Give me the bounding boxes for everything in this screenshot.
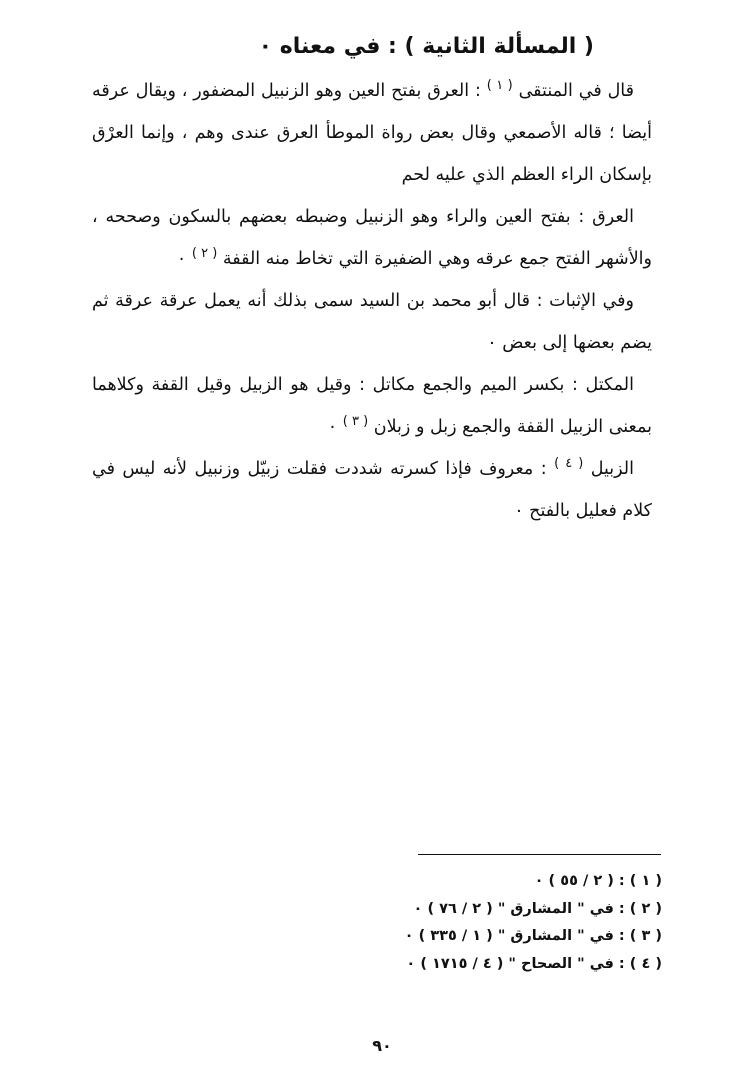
paragraph-text: المكتل : بكسر الميم والجمع مكاتل : وقيل هو الزبيل وقيل القفة وكلاهما بمعنى الزبيل القفة والجمع زبل و زبلان [92,375,652,437]
paragraph-text: العرق : بفتح العين والراء وهو الزنبيل وضبطه بعضهم بالسكون وصححه ، والأشهر الفتح جمع عرقه وهي الضفيرة التي تخاط منه القفة [92,207,652,269]
paragraph-text: ٠ [176,249,192,269]
footnote-1: ( ١ ) : ( ٢ / ٥٥ ) ٠ [534,873,662,889]
paragraph-text: : معروف فإذا كسرته شددت فقلت زبيّل وزنبيل لأنه ليس في كلام فعليل بالفتح ٠ [92,459,652,521]
footnote-divider [418,854,661,855]
footnotes-section [262,868,662,978]
footnote-ref-2: ( ٢ ) [191,246,218,262]
paragraph-ithbat [92,280,652,364]
footnote-ref-4: ( ٤ ) [554,456,584,472]
footnote-3: ( ٣ ) : في " المشارق " ( ١ / ٣٣٥ ) ٠ [404,928,662,944]
paragraph-text: ٠ [327,417,343,437]
footnote-ref-1: ( ١ ) [486,78,513,94]
paragraph-text: قال في المنتقى [512,81,634,101]
paragraph-muntaqa [92,70,652,196]
paragraph-text: : العرق بفتح العين وهو الزنبيل المضفور ، ويقال عرقه أيضا ؛ قاله الأصمعي وقال بعض رواة الموطأ العرق عندى وهم ، وإنما العرْق بإسكان الراء العظم الذي عليه لحم [92,81,652,185]
paragraph-miktal [92,364,652,448]
paragraph-zabil [92,448,652,532]
main-text [92,70,652,532]
section-heading: ( المسألة الثانية ) : في معناه ٠ [258,34,594,59]
page-number: ٩٠ [372,1036,392,1055]
footnote-2: ( ٢ ) : في " المشارق " ( ٢ / ٧٦ ) ٠ [413,900,662,917]
paragraph-text: الزبيل [583,459,634,479]
footnote-4: ( ٤ ) : في " الصحاح " ( ٤ / ١٧١٥ ) ٠ [406,955,662,972]
paragraph-irq [92,196,652,280]
paragraph-text: وفي الإثبات : قال أبو محمد بن السيد سمى بذلك أنه يعمل عرقة عرقة ثم يضم بعضها إلى بعض ٠ [92,291,652,353]
footnote-ref-3: ( ٣ ) [342,414,369,430]
